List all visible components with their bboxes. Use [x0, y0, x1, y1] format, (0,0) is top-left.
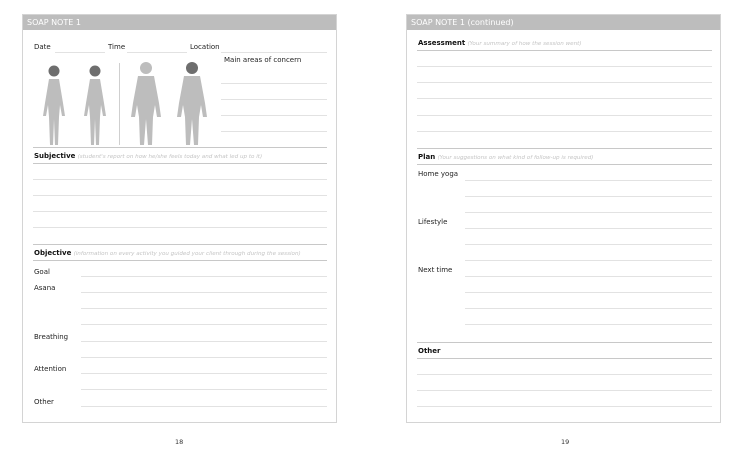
female-body-diagram: [35, 61, 115, 147]
location-field[interactable]: [221, 52, 327, 53]
subjective-line[interactable]: [33, 211, 327, 212]
attention-label: Attention: [34, 365, 67, 373]
lifestyle-line[interactable]: [465, 228, 712, 229]
breathing-line[interactable]: [81, 357, 327, 358]
objective-title: Objective: [34, 249, 72, 257]
plan-heading: [418, 153, 593, 163]
page-number-right: 19: [561, 438, 570, 446]
objective-line[interactable]: [33, 260, 327, 261]
home-yoga-line[interactable]: [465, 180, 712, 181]
other-title: Other: [418, 347, 441, 355]
other-line[interactable]: [417, 406, 712, 407]
time-label: Time: [108, 43, 126, 51]
objective-hint: (information on every activity you guided your client through during the session): [73, 251, 301, 257]
assessment-line[interactable]: [417, 131, 712, 132]
subjective-line[interactable]: [33, 195, 327, 196]
figure-divider: [119, 63, 120, 145]
subjective-line[interactable]: [33, 163, 327, 164]
left-page: [22, 14, 337, 423]
section-line: [417, 342, 712, 343]
concern-line[interactable]: [221, 99, 327, 100]
assessment-line[interactable]: [417, 82, 712, 83]
date-field[interactable]: [55, 52, 105, 53]
lifestyle-label: Lifestyle: [418, 218, 448, 226]
plan-line[interactable]: [417, 164, 712, 165]
attention-line[interactable]: [81, 389, 327, 390]
goal-label: Goal: [34, 268, 50, 276]
subjective-hint: (student's report on how he/she feels today and what led up to it): [77, 154, 263, 160]
asana-label: Asana: [34, 284, 56, 292]
assessment-heading: [418, 39, 582, 49]
concern-line[interactable]: [221, 83, 327, 84]
other-line[interactable]: [417, 358, 712, 359]
breathing-label: Breathing: [34, 333, 69, 341]
other-heading: [418, 347, 440, 356]
assessment-line[interactable]: [417, 50, 712, 51]
plan-hint: (Your suggestions on what kind of follow-up is required): [437, 155, 594, 161]
right-page: [406, 14, 721, 423]
lifestyle-line[interactable]: [465, 260, 712, 261]
assessment-title: Assessment: [418, 39, 466, 47]
breathing-line[interactable]: [81, 341, 327, 342]
next-time-line[interactable]: [465, 292, 712, 293]
next-time-label: Next time: [418, 266, 453, 274]
assessment-line[interactable]: [417, 66, 712, 67]
lifestyle-line[interactable]: [465, 244, 712, 245]
next-time-line[interactable]: [465, 276, 712, 277]
main-areas-label: Main areas of concern: [224, 56, 302, 64]
attention-line[interactable]: [81, 373, 327, 374]
goal-line[interactable]: [81, 276, 327, 277]
home-yoga-line[interactable]: [465, 212, 712, 213]
next-time-line[interactable]: [465, 324, 712, 325]
page-header: SOAP NOTE 1 (continued): [407, 15, 720, 30]
subjective-line[interactable]: [33, 179, 327, 180]
asana-line[interactable]: [81, 308, 327, 309]
home-yoga-label: Home yoga: [418, 170, 459, 178]
other-line[interactable]: [81, 406, 327, 407]
subjective-heading: [34, 152, 262, 162]
male-body-diagram: [122, 59, 218, 147]
subjective-line[interactable]: [33, 227, 327, 228]
time-field[interactable]: [127, 52, 187, 53]
other-line[interactable]: [417, 374, 712, 375]
section-line: [33, 244, 327, 245]
other-line[interactable]: [417, 390, 712, 391]
other-label: Other: [34, 398, 54, 406]
section-line: [33, 147, 327, 148]
page-number-left: 18: [175, 438, 184, 446]
plan-title: Plan: [418, 153, 436, 161]
subjective-title: Subjective: [34, 152, 76, 160]
concern-line[interactable]: [221, 115, 327, 116]
page-header: SOAP NOTE 1: [23, 15, 336, 30]
asana-line[interactable]: [81, 292, 327, 293]
asana-line[interactable]: [81, 324, 327, 325]
assessment-line[interactable]: [417, 115, 712, 116]
assessment-hint: (Your summary of how the session went): [467, 41, 582, 47]
next-time-line[interactable]: [465, 308, 712, 309]
date-label: Date: [34, 43, 51, 51]
assessment-line[interactable]: [417, 98, 712, 99]
concern-line[interactable]: [221, 131, 327, 132]
location-label: Location: [190, 43, 220, 51]
home-yoga-line[interactable]: [465, 196, 712, 197]
objective-heading: [34, 249, 301, 259]
section-line: [417, 148, 712, 149]
